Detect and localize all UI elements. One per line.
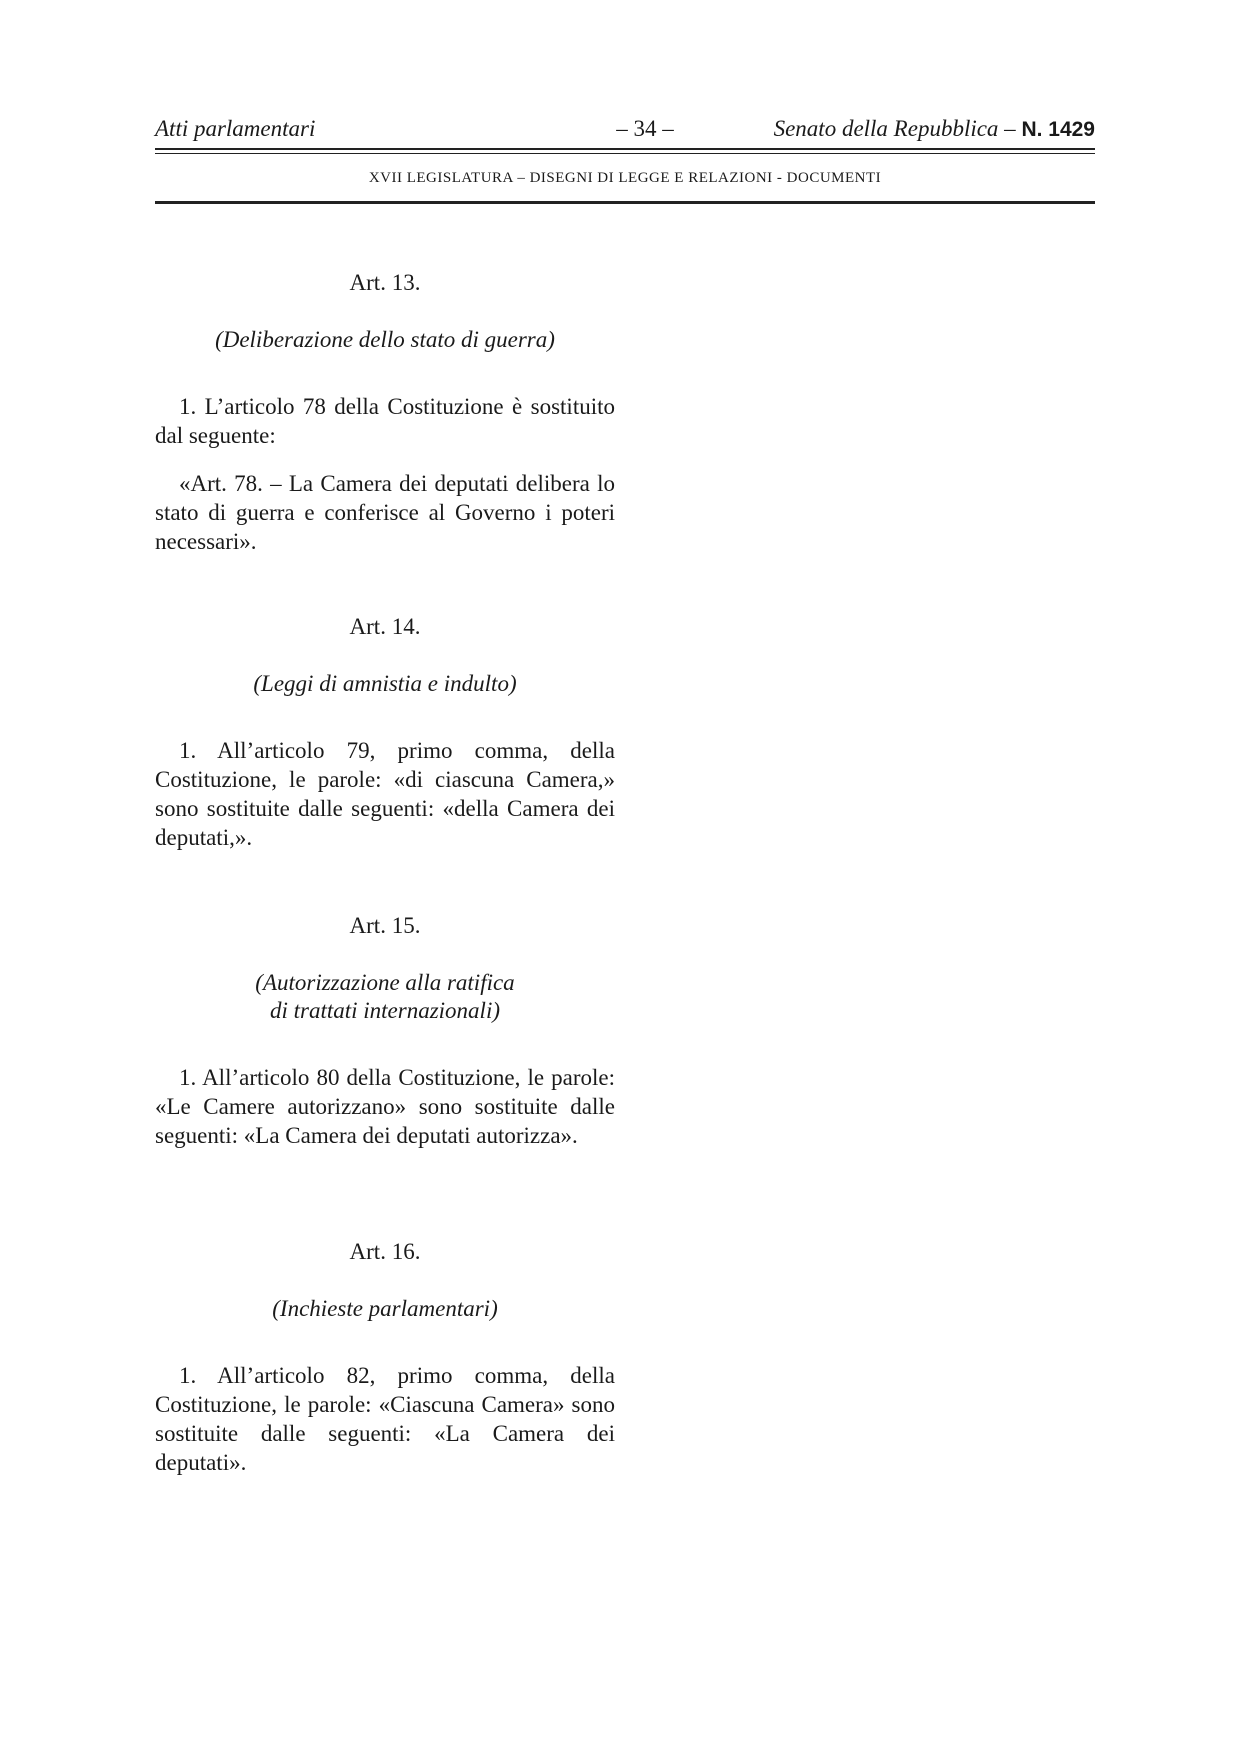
header-legislature: XVII LEGISLATURA – DISEGNI DI LEGGE E RELAZIONI - DOCUMENTI [368, 170, 882, 186]
article-subtitle [155, 1295, 615, 1323]
article-paragraph: 1. All’articolo 79, primo comma, della Costituzione, le parole: «di ciascuna Camera,» sono sostituite dalle seguenti: «della Camera dei deputati,». [155, 738, 615, 850]
article-paragraph: 1. All’articolo 82, primo comma, della Costituzione, le parole: «Ciascuna Camera» sono sostituite dalle seguenti: «La Camera dei deputati». [155, 1363, 615, 1475]
article-15 [155, 913, 615, 1239]
header-bottom-rule [155, 201, 1095, 204]
header-senate-label: Senato della Repubblica – [773, 116, 1016, 141]
page-header [155, 112, 1095, 204]
article-title: Art. 14. [349, 614, 421, 639]
article-paragraph: «Art. 78. – La Camera dei deputati delibera lo stato di guerra e conferisce al Governo i poteri necessari». [155, 471, 615, 554]
article-title: Art. 13. [349, 270, 421, 295]
text-column [155, 270, 615, 1496]
article-subtitle-line: di trattati internazionali) [269, 998, 500, 1023]
page-number: – 34 – [616, 116, 674, 141]
article-subtitle-line: (Autorizzazione alla ratifica [255, 970, 515, 995]
header-double-rule [155, 148, 1095, 154]
header-line [155, 112, 1095, 146]
article-subtitle-line: (Leggi di amnistia e indulto) [253, 671, 517, 696]
article-subtitle [155, 326, 615, 354]
article-title: Art. 16. [349, 1239, 421, 1264]
header-publication: Atti parlamentari [155, 116, 316, 141]
article-subtitle-line: (Deliberazione dello stato di guerra) [215, 327, 555, 352]
article-subtitle [155, 969, 615, 1025]
article-paragraph: 1. All’articolo 80 della Costituzione, le parole: «Le Camere autorizzano» sono sostituite dalle seguenti: «La Camera dei deputati autorizza». [155, 1065, 615, 1148]
article-16 [155, 1239, 615, 1477]
article-13 [155, 270, 615, 614]
article-subtitle-line: (Inchieste parlamentari) [272, 1296, 498, 1321]
article-subtitle [155, 670, 615, 698]
header-senate [774, 116, 1095, 142]
article-paragraph: 1. L’articolo 78 della Costituzione è sostituito dal seguente: [155, 394, 615, 448]
article-14 [155, 614, 615, 913]
document-number: N. 1429 [1021, 118, 1095, 141]
article-title: Art. 15. [349, 913, 421, 938]
